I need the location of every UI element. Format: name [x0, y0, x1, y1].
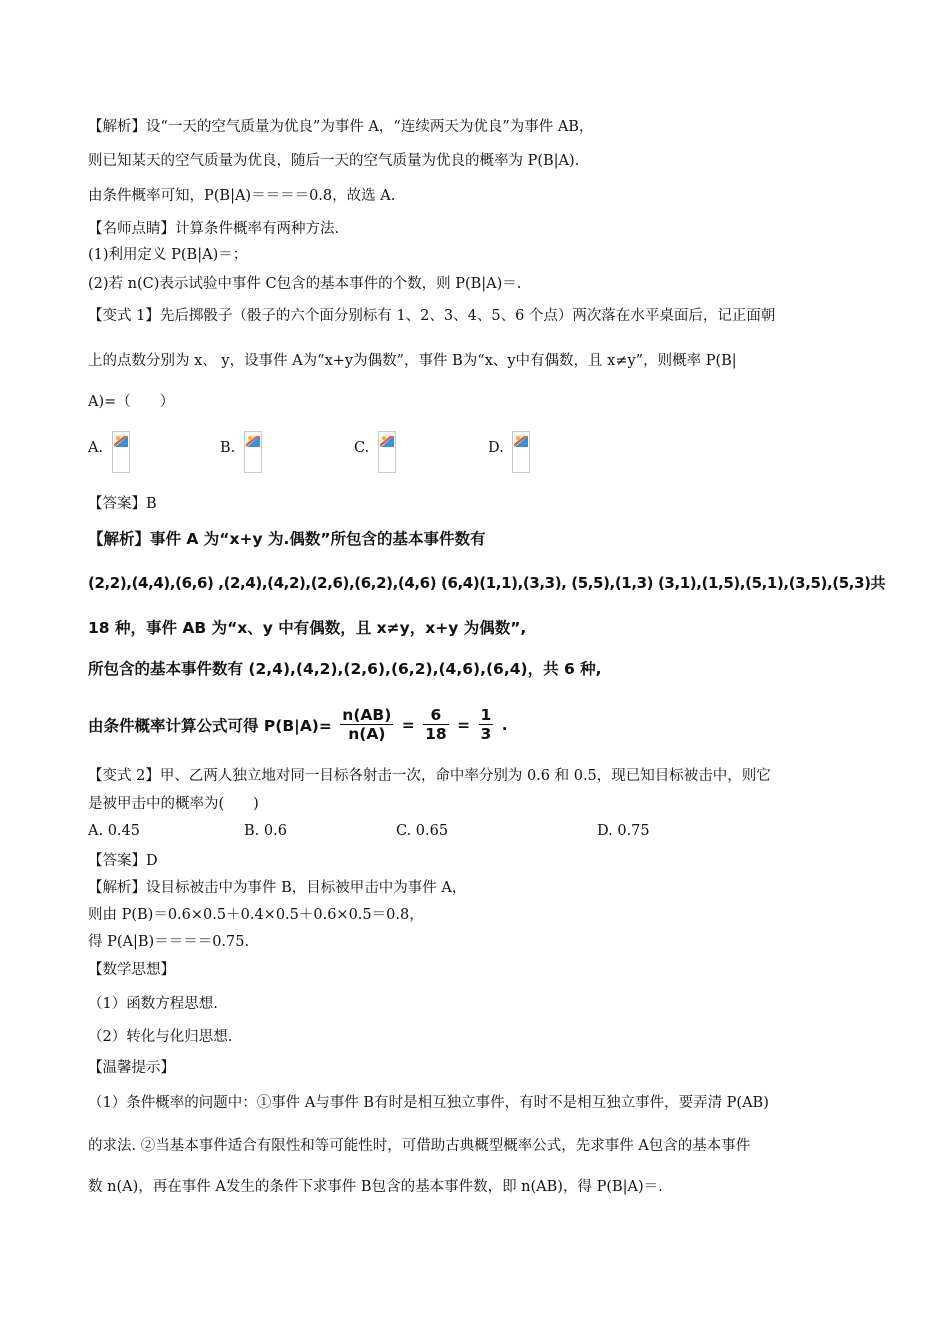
teacher-tip-heading: 【名师点睛】计算条件概率有两种方法. [88, 221, 340, 237]
variant-2-question-line-2: 是被甲击中的概率为( ) [88, 796, 259, 812]
option-c: C. 0.65 [396, 823, 449, 839]
broken-image-icon [512, 431, 530, 473]
option-a-label: A. [88, 440, 104, 456]
analysis-line-2: 则已知某天的空气质量为优良，随后一天的空气质量为优良的概率为 P(B|A)． [88, 153, 590, 169]
answer-2: 【答案】D [88, 853, 158, 869]
option-c-label: C. [354, 440, 370, 456]
option-a: A. 0.45 [88, 823, 140, 839]
warm-tip-line-3: 数 n(A)，再在事件 A发生的条件下求事件 B包含的基本事件数，即 n(AB)，得 P(B|A)＝. [88, 1179, 663, 1195]
fraction-denominator: n(A) [348, 725, 386, 743]
analysis-line-1: 【解析】设“一天的空气质量为优良”为事件 A，“连续两天为优良”为事件 AB， [88, 119, 594, 135]
equals-sign: = [401, 715, 415, 734]
variant-1-question-line-2: 上的点数分别为 x、 y，设事件 A为“x+y为偶数”，事件 B为“x、y中有偶数，且 x≠y”，则概率 P(B| [88, 353, 737, 369]
variant-1-analysis-line-3: 18 种，事件 AB 为“x、y 中有偶数，且 x≠y，x+y 为偶数”, [88, 619, 527, 637]
variant-2-analysis-line-2: 则由 P(B)＝0.6×0.5＋0.4×0.5＋0.6×0.5＝0.8， [88, 907, 424, 923]
variant-1-analysis-line-1: 【解析】事件 A 为“x+y 为.偶数”所包含的基本事件数有 [88, 530, 486, 548]
warm-tip-heading: 【温馨提示】 [88, 1060, 175, 1076]
broken-image-icon [244, 431, 262, 473]
fraction-denominator: 18 [425, 725, 447, 743]
math-thought-1: （1）函数方程思想. [88, 996, 218, 1012]
fraction-denominator: 3 [480, 725, 492, 743]
fraction-numerator: n(AB) [342, 706, 392, 724]
variant-1-question-line-3: A)=（ ） [88, 394, 175, 410]
math-thought-2: （2）转化与化归思想. [88, 1029, 233, 1045]
fraction-nab-over-na [340, 706, 393, 743]
fraction-numerator: 1 [480, 706, 492, 724]
fraction-6-over-18 [423, 706, 449, 743]
equals-sign: = [457, 715, 471, 734]
answer-1: 【答案】B [88, 496, 157, 512]
option-b-label: B. [220, 440, 236, 456]
fraction-1-over-3 [479, 706, 494, 743]
variant-2-analysis-line-3: 得 P(A|B)＝＝＝＝0.75. [88, 934, 250, 950]
warm-tip-line-2: 的求法. ②当基本事件适合有限性和等可能性时，可借助古典概型概率公式，先求事件 A包含的基本事件 [88, 1138, 751, 1154]
variant-2-question-line-1: 【变式 2】甲、乙两人独立地对同一目标各射击一次，命中率分别为 0.6 和 0.5，现已知目标被击中，则它 [88, 768, 771, 784]
conditional-probability-formula [88, 706, 508, 743]
variant-2-analysis-line-1: 【解析】设目标被击中为事件 B，目标被甲击中为事件 A， [88, 880, 467, 896]
option-d-label: D. [488, 440, 504, 456]
option-b: B. 0.6 [244, 823, 287, 839]
analysis-line-3: 由条件概率可知，P(B|A)＝＝＝＝0.8，故选 A. [88, 188, 396, 204]
variant-1-analysis-line-4: 所包含的基本事件数有 (2,4),(4,2),(2,6),(6,2),(4,6),(6,4)，共 6 种, [88, 660, 602, 678]
period: . [501, 715, 508, 734]
variant-1-question-line-1: 【变式 1】先后掷骰子（骰子的六个面分别标有 1、2、3、4、5、6 个点）两次落在水平桌面后，记正面朝 [88, 308, 776, 324]
fraction-numerator: 6 [423, 706, 449, 725]
broken-image-icon [378, 431, 396, 473]
variant-1-analysis-line-2: (2,2),(4,4),(6,6) ,(2,4),(4,2),(2,6),(6,2),(4,6) (6,4)(1,1),(3,3), (5,5),(1,3) (3,1),(1,5),(5,1),(3,5),(5,3)共 [88, 574, 886, 592]
option-d: D. 0.75 [597, 823, 650, 839]
broken-image-icon [112, 431, 130, 473]
method-1: (1)利用定义 P(B|A)＝； [88, 247, 248, 263]
warm-tip-line-1: （1）条件概率的问题中：①事件 A与事件 B有时是相互独立事件，有时不是相互独立事件，要弄清 P(AB) [88, 1095, 769, 1111]
math-thought-heading: 【数学思想】 [88, 962, 175, 978]
method-2: (2)若 n(C)表示试验中事件 C包含的基本事件的个数，则 P(B|A)＝. [88, 276, 522, 292]
formula-prefix: 由条件概率计算公式可得 P(B|A)= [88, 716, 332, 735]
